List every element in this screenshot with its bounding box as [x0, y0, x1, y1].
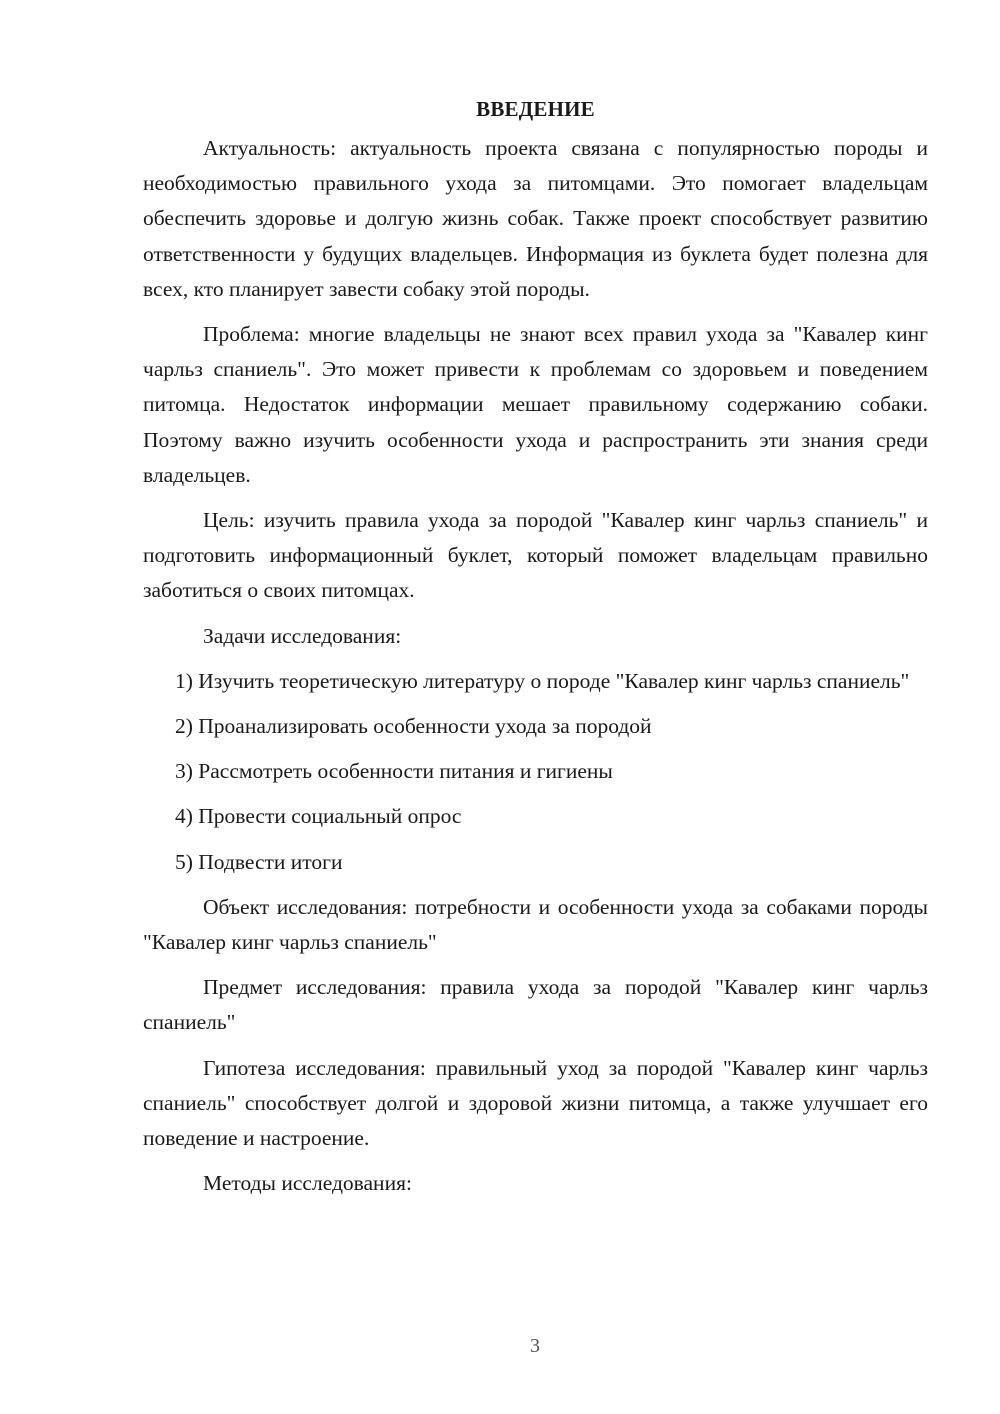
page-number: 3	[530, 1335, 540, 1357]
hypothesis-paragraph: Гипотеза исследования: правильный уход за породой "Кавалер кинг чарльз спаниель" способствует долгой и здоровой жизни питомца, а также улучшает его поведение и настроение.	[143, 1055, 928, 1151]
tasks-label: Задачи исследования:	[203, 623, 402, 648]
task-item: 2) Проанализировать особенности ухода за породой	[175, 714, 652, 739]
tasks-list	[143, 664, 928, 880]
relevance-paragraph: Актуальность: актуальность проекта связана с популярностью породы и необходимостью правильного ухода за питомцами. Это помогает владельцам обеспечить здоровье и долгую жизнь собак. Также проект способствует развитию ответственности у будущих владельцев. Информация из буклета будет полезна для всех, кто планирует завести собаку этой породы.	[143, 136, 928, 301]
section-heading: ВВЕДЕНИЕ	[476, 97, 595, 121]
task-item: 3) Рассмотреть особенности питания и гигиены	[175, 759, 613, 784]
problem-paragraph: Проблема: многие владельцы не знают всех правил ухода за "Кавалер кинг чарльз спаниель". Это может привести к проблемам со здоровьем и поведением питомца. Недостаток информации мешает правильному содержанию собаки. Поэтому важно изучить особенности ухода и распространить эти знания среди владельцев.	[143, 322, 928, 487]
object-paragraph: Объект исследования: потребности и особенности ухода за собаками породы "Кавалер кинг чарльз спаниель"	[143, 894, 928, 955]
methods-label: Методы исследования:	[203, 1171, 412, 1196]
goal-paragraph: Цель: изучить правила ухода за породой "Кавалер кинг чарльз спаниель" и подготовить информационный буклет, который поможет владельцам правильно заботиться о своих питомцах.	[143, 508, 928, 603]
subject-paragraph: Предмет исследования: правила ухода за породой "Кавалер кинг чарльз спаниель"	[143, 975, 928, 1035]
task-item: 5) Подвести итоги	[175, 849, 343, 874]
task-item: 4) Провести социальный опрос	[175, 804, 462, 829]
task-item: 1) Изучить теоретическую литературу о породе "Кавалер кинг чарльз спаниель"	[175, 668, 910, 693]
page-content	[143, 92, 928, 1211]
